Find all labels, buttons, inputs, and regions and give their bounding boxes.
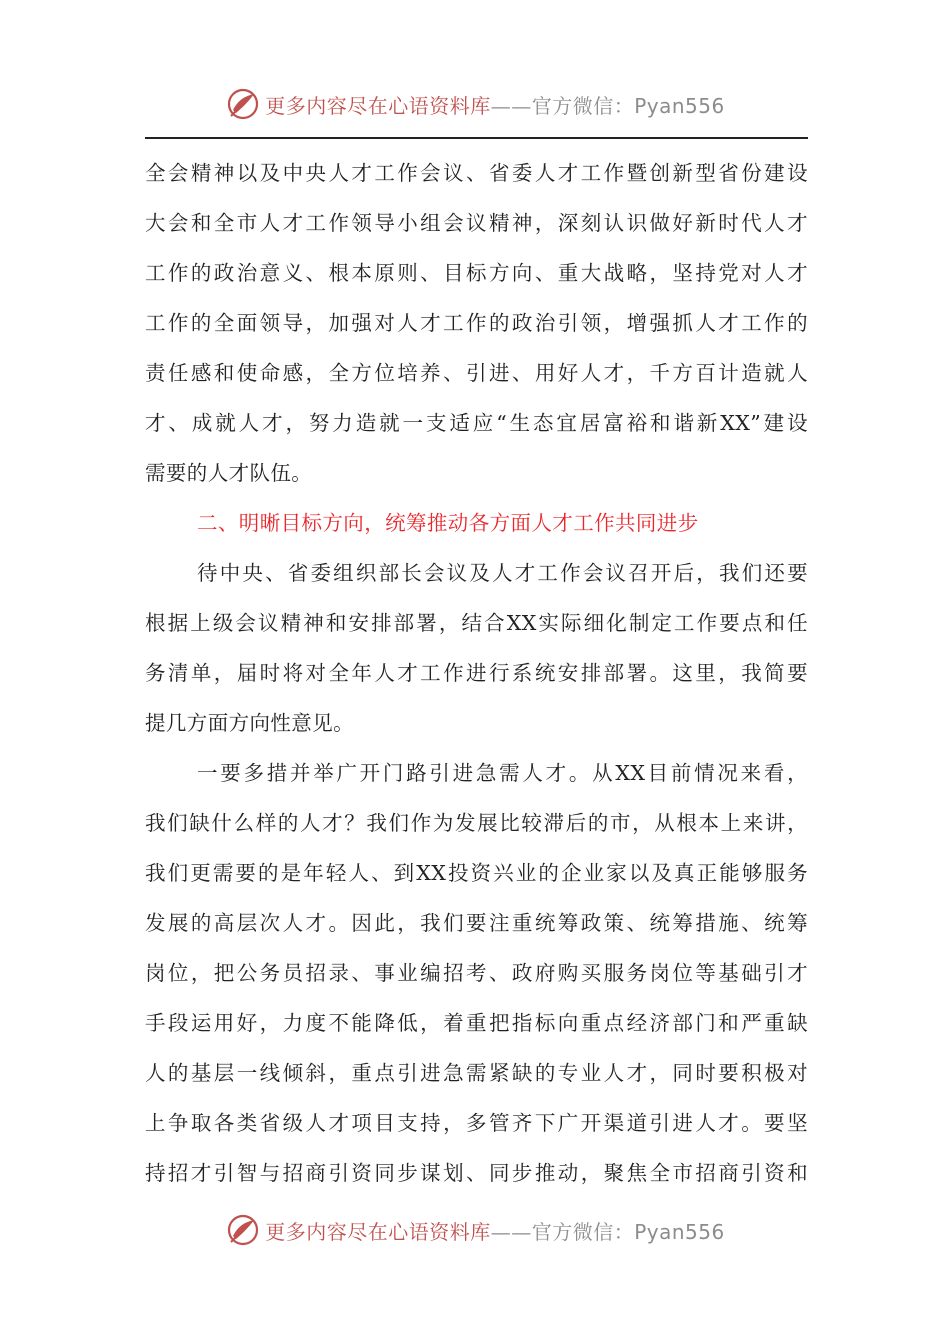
body-line: 待中央、省委组织部长会议及人才工作会议召开后，我们还要 — [197, 561, 808, 585]
footer-wechat: 官方微信：Pyan556 — [531, 1219, 725, 1244]
body-line: 需要的人才队伍。 — [145, 461, 313, 485]
body-line: 人的基层一线倾斜，重点引进急需紧缺的专业人才，同时要积极对 — [145, 1061, 808, 1085]
body-line: 才、成就人才，努力造就一支适应“生态宜居富裕和谐新XX”建设 — [145, 411, 808, 435]
header-banner-text — [265, 90, 725, 119]
body-line: 岗位，把公务员招录、事业编招考、政府购买服务岗位等基础引才 — [145, 961, 808, 985]
body-line: 发展的高层次人才。因此，我们要注重统筹政策、统筹措施、统筹 — [145, 911, 808, 935]
footer-banner-text — [265, 1216, 725, 1245]
body-line: 一要多措并举广开门路引进急需人才。从XX目前情况来看， — [197, 761, 808, 785]
header-separator: —— — [490, 93, 532, 118]
body-line: 持招才引智与招商引资同步谋划、同步推动，聚焦全市招商引资和 — [145, 1161, 808, 1185]
body-line: 工作的政治意义、根本原则、目标方向、重大战略，坚持党对人才 — [145, 261, 808, 285]
header-site-name: 更多内容尽在心语资料库 — [265, 93, 491, 118]
body-line: 我们更需要的是年轻人、到XX投资兴业的企业家以及真正能够服务 — [145, 861, 808, 885]
pen-logo-icon — [225, 1212, 261, 1248]
document-body — [145, 148, 808, 1198]
body-line: 手段运用好，力度不能降低，着重把指标向重点经济部门和严重缺 — [145, 1011, 808, 1035]
body-line: 上争取各类省级人才项目支持，多管齐下广开渠道引进人才。要坚 — [145, 1111, 808, 1135]
footer-separator: —— — [490, 1219, 532, 1244]
footer-site-name: 更多内容尽在心语资料库 — [265, 1219, 491, 1244]
body-line: 大会和全市人才工作领导小组会议精神，深刻认识做好新时代人才 — [145, 211, 808, 235]
header-divider — [145, 137, 808, 139]
body-line: 责任感和使命感，全方位培养、引进、用好人才，千方百计造就人 — [145, 361, 808, 385]
body-line: 工作的全面领导，加强对人才工作的政治引领，增强抓人才工作的 — [145, 311, 808, 335]
body-line: 务清单，届时将对全年人才工作进行系统安排部署。这里，我简要 — [145, 661, 808, 685]
header-banner — [0, 84, 950, 124]
section-heading: 二、明晰目标方向，统筹推动各方面人才工作共同进步 — [197, 511, 699, 535]
body-line: 根据上级会议精神和安排部署，结合XX实际细化制定工作要点和任 — [145, 611, 808, 635]
pen-logo-icon — [225, 86, 261, 122]
header-wechat: 官方微信：Pyan556 — [531, 93, 725, 118]
body-line: 我们缺什么样的人才？我们作为发展比较滞后的市，从根本上来讲， — [145, 811, 808, 835]
body-line: 提几方面方向性意见。 — [145, 711, 354, 735]
footer-banner — [0, 1210, 950, 1250]
body-line: 全会精神以及中央人才工作会议、省委人才工作暨创新型省份建设 — [145, 161, 808, 185]
